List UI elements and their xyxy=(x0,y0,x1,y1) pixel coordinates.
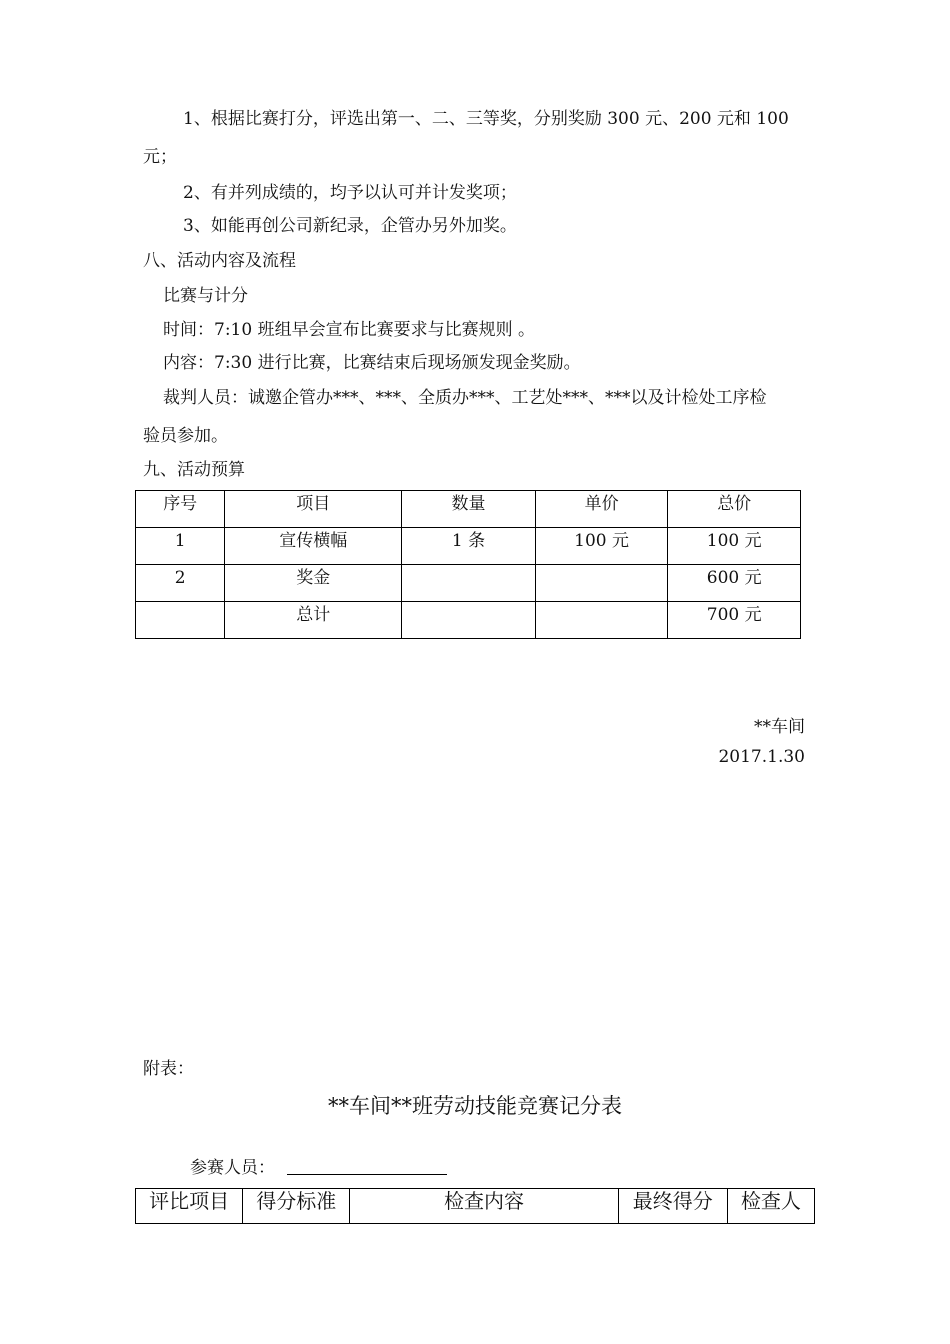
budget-row xyxy=(136,528,801,565)
signature-department: **车间 xyxy=(754,717,805,737)
appendix-title: **车间**班劳动技能竞赛记分表 xyxy=(328,1094,622,1118)
budget-total-row xyxy=(136,602,801,639)
budget-cell: 600 元 xyxy=(668,565,801,602)
score-header-cell: 检查人 xyxy=(727,1189,814,1224)
budget-cell: 700 元 xyxy=(668,602,801,639)
section-8-judges: 裁判人员：诚邀企管办***、***、全质办***、工艺处***、***以及计检处工序检 xyxy=(163,388,767,408)
rule-item-1-cont: 元； xyxy=(143,147,177,167)
budget-cell: 2 xyxy=(136,565,225,602)
rule-item-2: 2、有并列成绩的，均予以认可并计发奖项； xyxy=(183,183,517,203)
budget-row xyxy=(136,565,801,602)
score-table xyxy=(135,1188,815,1224)
rule-item-3: 3、如能再创公司新纪录，企管办另外加奖。 xyxy=(183,216,517,236)
score-header-cell: 评比项目 xyxy=(136,1189,243,1224)
budget-cell xyxy=(402,602,536,639)
section-8-content: 内容：7:30 进行比赛，比赛结束后现场颁发现金奖励。 xyxy=(163,353,581,373)
participants-blank-line xyxy=(287,1174,447,1175)
appendix-label: 附表： xyxy=(143,1059,194,1079)
participants-label: 参赛人员： xyxy=(190,1158,275,1178)
score-header-cell: 最终得分 xyxy=(618,1189,727,1224)
budget-cell xyxy=(136,602,225,639)
budget-header-cell: 序号 xyxy=(136,491,225,528)
budget-cell: 1 条 xyxy=(402,528,536,565)
budget-cell: 100 元 xyxy=(668,528,801,565)
score-header-cell: 检查内容 xyxy=(350,1189,618,1224)
budget-header-cell: 总价 xyxy=(668,491,801,528)
section-8-heading: 八、活动内容及流程 xyxy=(143,251,296,271)
section-8-judges-cont: 验员参加。 xyxy=(143,426,228,446)
budget-cell: 奖金 xyxy=(225,565,402,602)
rule-item-1: 1、根据比赛打分，评选出第一、二、三等奖，分别奖励 300 元、200 元和 100 xyxy=(183,109,789,129)
budget-header-cell: 单价 xyxy=(535,491,668,528)
budget-cell: 总计 xyxy=(225,602,402,639)
section-9-heading: 九、活动预算 xyxy=(143,460,245,480)
budget-header-cell: 数量 xyxy=(402,491,536,528)
signature-date: 2017.1.30 xyxy=(718,747,805,767)
section-8-subheading: 比赛与计分 xyxy=(163,286,248,306)
score-header-row xyxy=(136,1189,815,1224)
budget-cell: 1 xyxy=(136,528,225,565)
budget-cell: 宣传横幅 xyxy=(225,528,402,565)
budget-cell xyxy=(402,565,536,602)
budget-cell xyxy=(535,602,668,639)
budget-table xyxy=(135,490,801,639)
section-8-time: 时间：7:10 班组早会宣布比赛要求与比赛规则 。 xyxy=(163,320,535,340)
score-header-cell: 得分标准 xyxy=(243,1189,350,1224)
budget-header-row xyxy=(136,491,801,528)
budget-header-cell: 项目 xyxy=(225,491,402,528)
budget-cell xyxy=(535,565,668,602)
budget-cell: 100 元 xyxy=(535,528,668,565)
